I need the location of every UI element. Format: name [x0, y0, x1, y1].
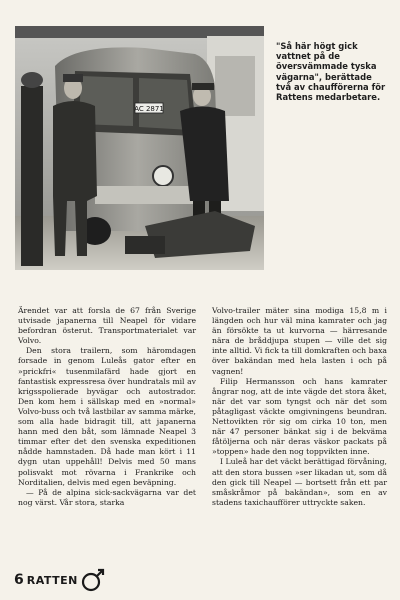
- paragraph: Den stora trailern, som häromdagen forsade in genom Luleås gator efter en »prickfri« tusenmilafärd hade gjort en fantastisk expressresa över hundratals mil av krigsspolierade byvägar och autostrador. Den kom hem i sällskap med en »normal» Volvo-buss och två lastbilar av samma märke, som alla hade bidragit till, att japanerna hann med den båt, som lämnade Neapel 3 timmar efter det den svenska expeditionen nådde hamnstaden. Då hade man kört i 11 dygn utan uppehåll! Delvis med 50 mans polisvakt mot rövarna i Frankrike och Norditalien, delvis med egen beväpning.: [18, 346, 196, 487]
- paragraph: Volvo-trailer mäter sina modiga 15,8 m i längden och hur väl mina kamrater och jag än försökte ta ut kurvorna — härresande nära de bråddjupa stupen — ville det sig inte alltid. Vi fick ta till domkraften och baxa över bakändan med hela lasten i och på vagnen!: [212, 306, 387, 376]
- magazine-name: RATTEN: [26, 573, 78, 587]
- license-plate: AC 2871: [134, 105, 164, 113]
- paragraph: Filip Hermansson och hans kamrater ångrar nog, att de inte vägde det stora åket, när det var som tyngst och när det som påtagligast väckte omgivningens beundran. Nettovikten rör sig om cirka 10 ton, men när 47 personer bänkat sig i de bekväma fåtöljerna och när deras väskor packats på »toppen» hade den nog toppvikten inne.: [212, 376, 387, 457]
- photo-caption: "Så här högt gick vattnet på de översvämmade tyska vägarna", berättade två av chaufförerna för Rattens medarbetare.: [276, 41, 386, 103]
- ratten-logo-icon: [80, 567, 106, 593]
- paragraph: Ärendet var att forsla de 67 från Sverige utvisade japanerna till Neapel för vidare befordran österut. Transportmaterialet var Volvo.: [18, 306, 196, 346]
- article-column-right: [212, 306, 387, 508]
- page-footer: [14, 567, 106, 593]
- paragraph: I Luleå har det väckt berättigad förvåning, att den stora bussen »ser likadan ut, som då den gick till Neapel — bortsett från ett par småskråmor på bakändan», som en av stadens taxichaufförer uttryckte saken.: [212, 457, 387, 507]
- paragraph: — På de alpina sick-sackvägarna var det nog värst. Vår stora, starka: [18, 487, 196, 507]
- page-number: 6: [14, 572, 24, 588]
- photo-bus-drivers: [15, 26, 264, 270]
- article-column-left: [18, 306, 196, 508]
